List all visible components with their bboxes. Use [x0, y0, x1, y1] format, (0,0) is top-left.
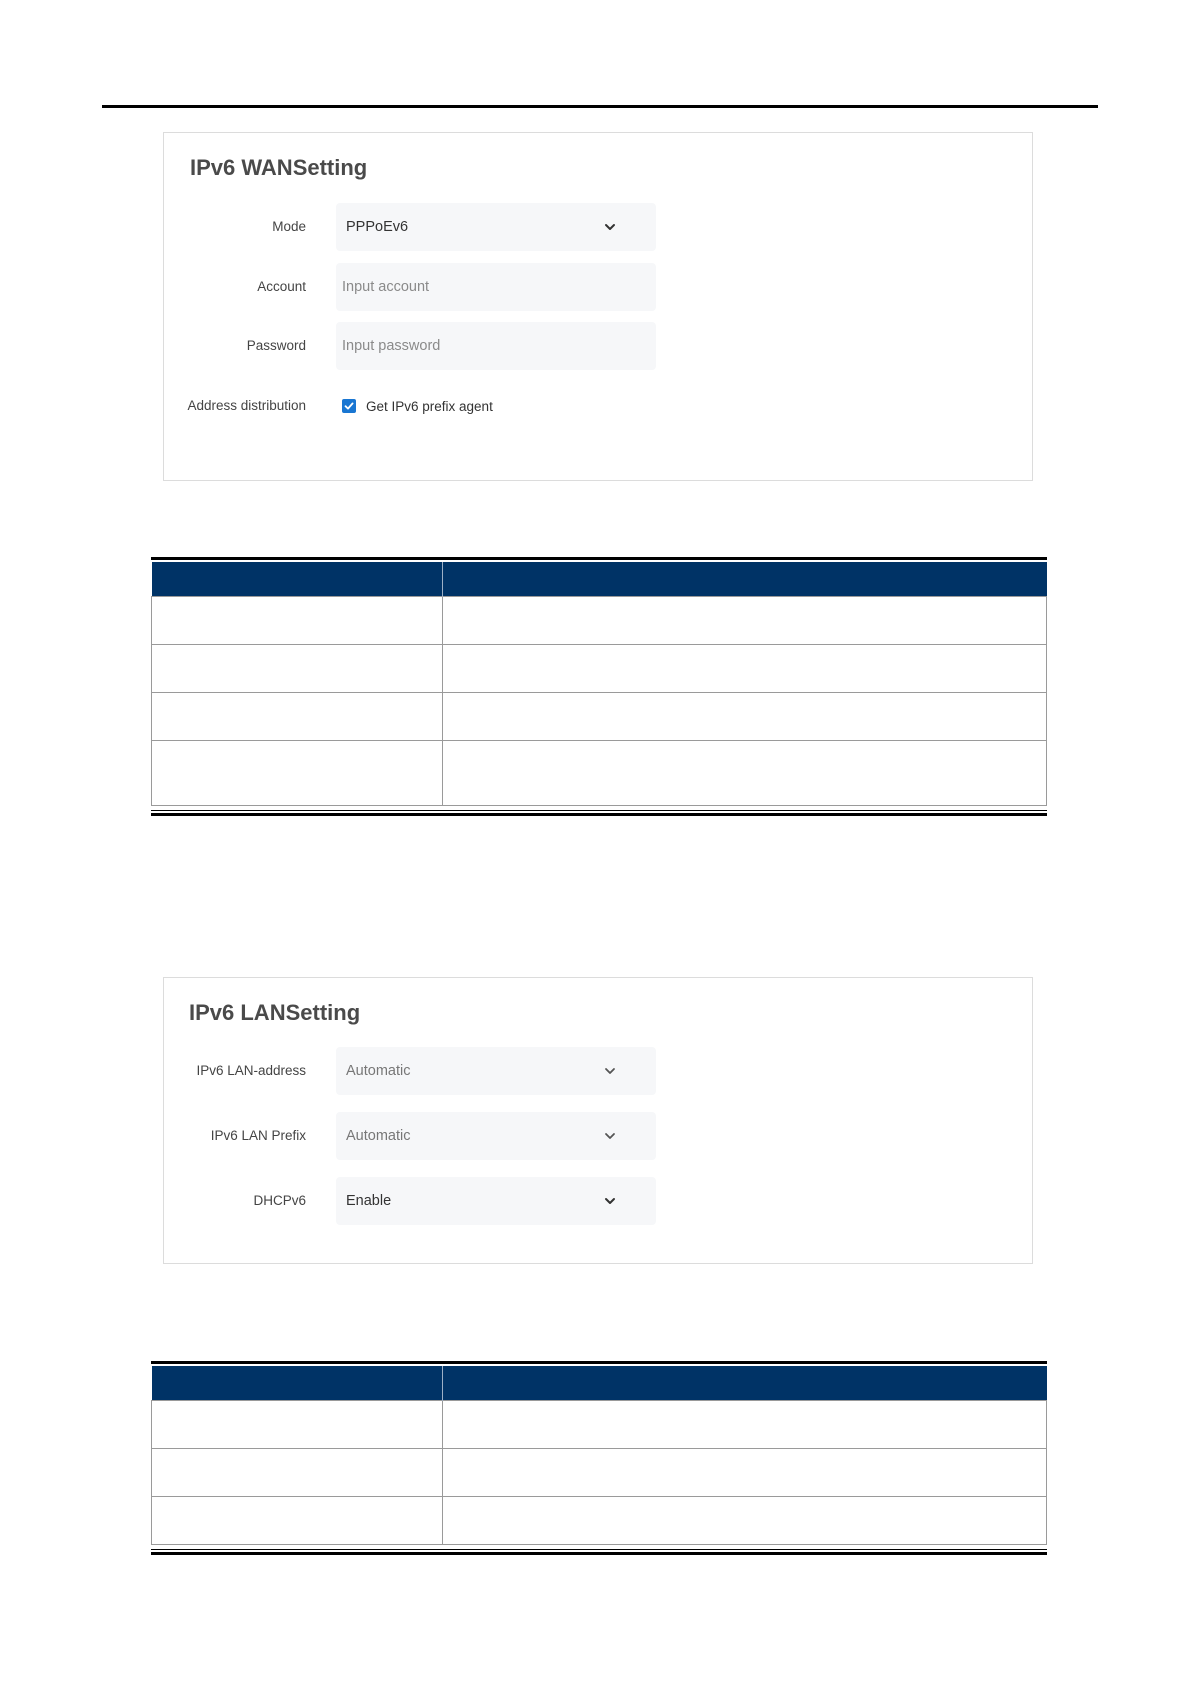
prefix-agent-checkbox-label: Get IPv6 prefix agent	[366, 398, 493, 414]
table-row	[152, 1401, 1047, 1449]
password-input[interactable]	[336, 322, 656, 370]
table-row	[152, 693, 1047, 741]
table-cell	[152, 1449, 443, 1497]
mode-row	[164, 203, 1032, 251]
dhcpv6-select-value: Enable	[346, 1193, 392, 1209]
page-header-rule	[102, 105, 1098, 108]
table-row	[152, 645, 1047, 693]
table-header-cell	[443, 562, 1047, 597]
table-cell	[443, 1401, 1047, 1449]
prefix-agent-checkbox-wrap	[342, 396, 493, 416]
wan-parameters-table	[151, 557, 1047, 816]
account-label: Account	[257, 279, 306, 294]
password-row	[164, 322, 1032, 370]
account-input[interactable]	[336, 263, 656, 311]
table-bottom-rule	[151, 1549, 1047, 1550]
lan-address-select-value: Automatic	[346, 1063, 411, 1079]
table-cell	[443, 645, 1047, 693]
table-cell	[152, 645, 443, 693]
wan-panel-title: IPv6 WANSetting	[190, 155, 368, 180]
chevron-down-icon	[600, 217, 620, 237]
lan-address-label: IPv6 LAN-address	[196, 1063, 306, 1078]
ipv6-wan-setting-panel	[163, 132, 1033, 481]
password-label: Password	[246, 338, 306, 353]
lan-prefix-row	[164, 1112, 1032, 1160]
table-cell	[152, 1497, 443, 1545]
table-cell	[443, 1497, 1047, 1545]
lan-address-row	[164, 1047, 1032, 1095]
checkmark-icon	[343, 400, 355, 412]
mode-select-value: PPPoEv6	[346, 219, 409, 235]
table-cell	[443, 1449, 1047, 1497]
dhcpv6-select[interactable]	[336, 1177, 656, 1225]
address-distribution-label: Address distribution	[187, 398, 306, 413]
lan-parameters-table	[151, 1361, 1047, 1555]
table-cell	[152, 693, 443, 741]
table-cell	[152, 1401, 443, 1449]
table-row	[152, 1497, 1047, 1545]
table-header-cell	[152, 562, 443, 597]
mode-label: Mode	[272, 219, 306, 234]
lan-address-select[interactable]	[336, 1047, 656, 1095]
table-bottom-rule	[151, 810, 1047, 811]
table-header-row	[152, 1366, 1047, 1401]
table-row	[152, 741, 1047, 806]
ipv6-lan-setting-panel	[163, 977, 1033, 1264]
table-row	[152, 1449, 1047, 1497]
table-cell	[152, 597, 443, 645]
lan-prefix-select[interactable]	[336, 1112, 656, 1160]
table-cell	[443, 597, 1047, 645]
chevron-down-icon	[600, 1126, 620, 1146]
prefix-agent-checkbox[interactable]	[342, 399, 356, 413]
table-header-cell	[443, 1366, 1047, 1401]
account-row	[164, 263, 1032, 311]
table-header-cell	[152, 1366, 443, 1401]
lan-prefix-select-value: Automatic	[346, 1128, 411, 1144]
lan-panel-title: IPv6 LANSetting	[189, 1000, 361, 1025]
chevron-down-icon	[600, 1191, 620, 1211]
table-header-row	[152, 562, 1047, 597]
table-cell	[443, 741, 1047, 806]
table-row	[152, 597, 1047, 645]
table-cell	[152, 741, 443, 806]
chevron-down-icon	[600, 1061, 620, 1081]
dhcpv6-row	[164, 1177, 1032, 1225]
dhcpv6-label: DHCPv6	[253, 1193, 306, 1208]
mode-select[interactable]	[336, 203, 656, 251]
lan-prefix-label: IPv6 LAN Prefix	[210, 1128, 306, 1143]
address-distribution-row	[164, 382, 1032, 430]
table-cell	[443, 693, 1047, 741]
